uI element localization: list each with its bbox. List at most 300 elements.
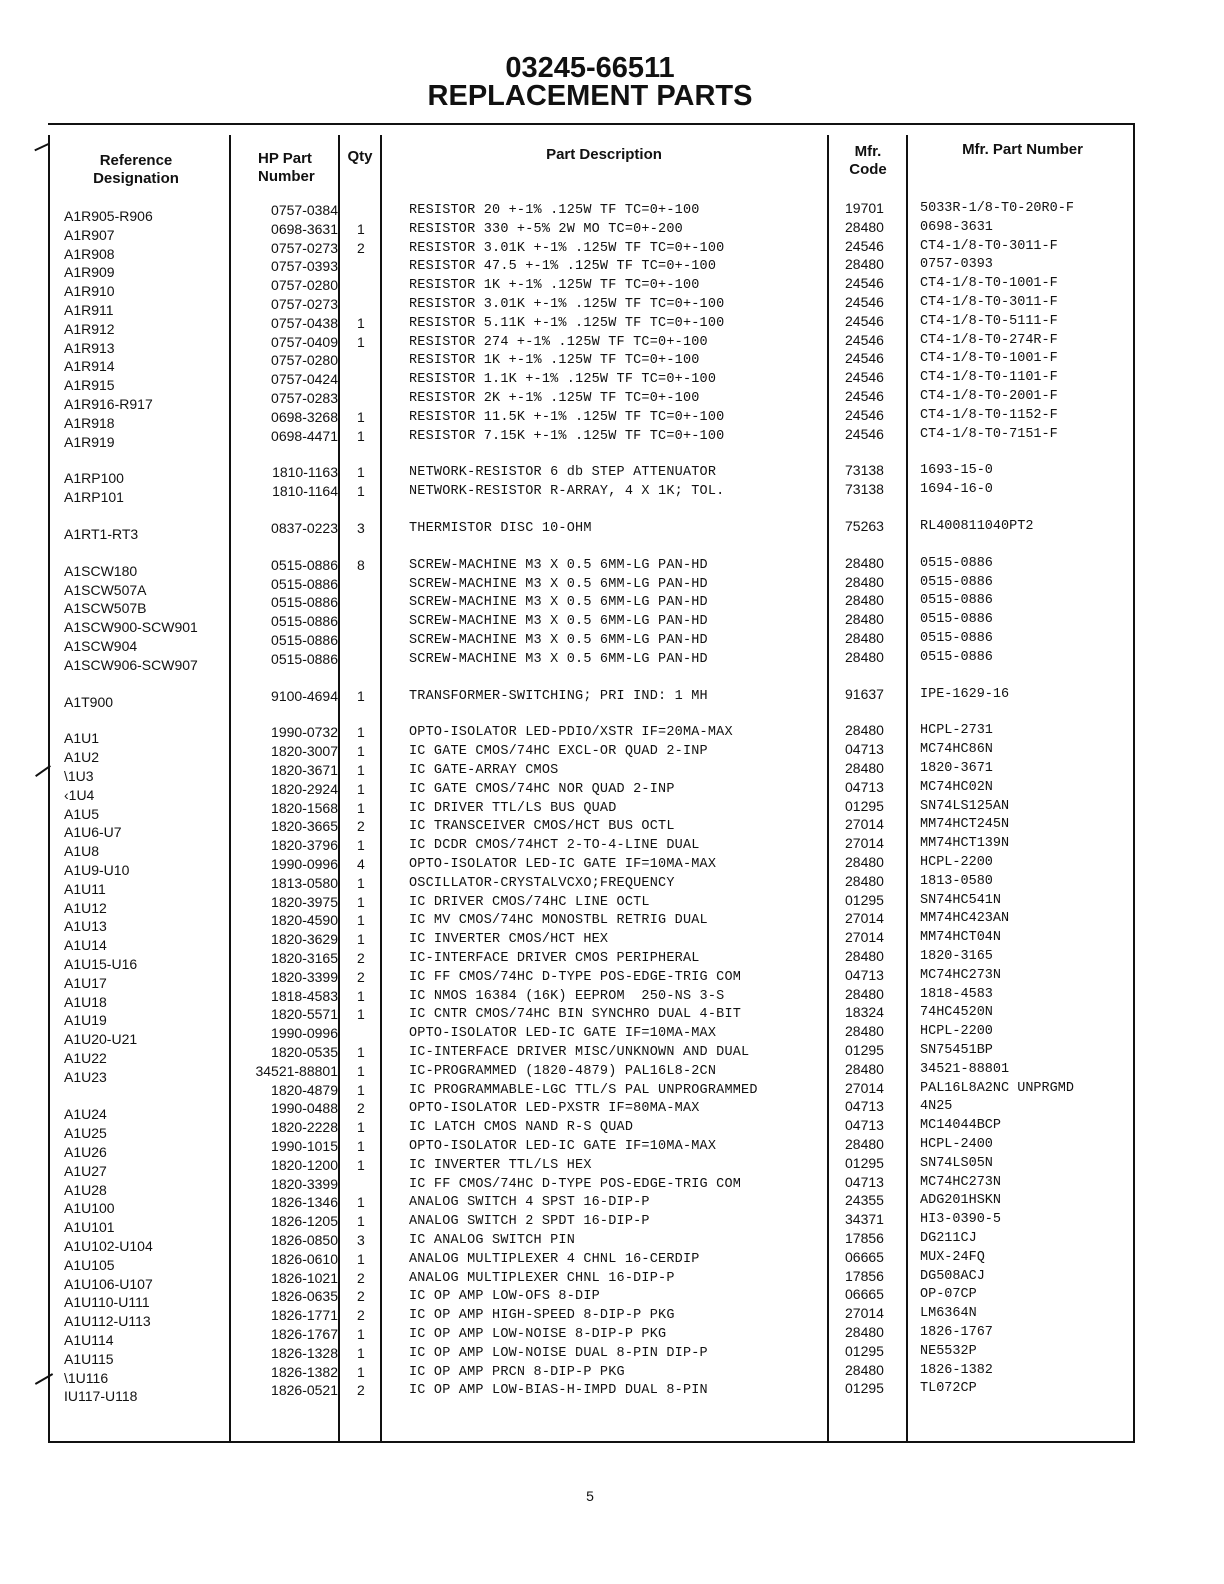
table-row: [0, 1042, 1224, 1066]
mfr-code: 04713: [845, 1174, 884, 1190]
quantity: 1: [357, 315, 365, 331]
mfr-part-number: 0515-0886: [920, 650, 993, 665]
quantity: 1: [357, 334, 365, 350]
quantity: 2: [357, 240, 365, 256]
mfr-part-number: 0515-0886: [920, 631, 993, 646]
table-row: [0, 518, 1224, 542]
reference-designation: \1U3: [64, 768, 94, 784]
reference-designation: A1U26: [64, 1144, 107, 1160]
mfr-part-number: CT4-1/8-T0-5111-F: [920, 314, 1058, 329]
hp-part-number: 1990-0732: [271, 724, 338, 740]
part-description: RESISTOR 3.01K +-1% .125W TF TC=0+-100: [409, 297, 725, 312]
quantity: 8: [357, 557, 365, 573]
reference-designation: A1U9-U10: [64, 862, 130, 878]
reference-designation: A1U102-U104: [64, 1238, 153, 1254]
mfr-part-number: MC14044BCP: [920, 1118, 1002, 1133]
mfr-code: 06665: [845, 1286, 884, 1302]
hp-part-number: 1820-3671: [271, 762, 338, 778]
part-description: IC LATCH CMOS NAND R-S QUAD: [409, 1120, 634, 1135]
hp-part-number: 0698-3268: [271, 409, 338, 425]
hp-part-number: 1826-1382: [271, 1364, 338, 1380]
quantity: 1: [357, 1157, 365, 1173]
part-description: IC-INTERFACE DRIVER MISC/UNKNOWN AND DUAL: [409, 1045, 750, 1060]
part-description: IC GATE CMOS/74HC EXCL-OR QUAD 2-INP: [409, 744, 708, 759]
hp-part-number: 1826-1021: [271, 1270, 338, 1286]
mfr-part-number: 1694-16-0: [920, 482, 993, 497]
mfr-code: 24546: [845, 407, 884, 423]
reference-designation: A1SCW507B: [64, 600, 147, 616]
mfr-part-number: MC74HC02N: [920, 780, 993, 795]
hp-part-number: 1820-3796: [271, 837, 338, 853]
part-description: SCREW-MACHINE M3 X 0.5 6MM-LG PAN-HD: [409, 652, 708, 667]
table-row: [0, 592, 1224, 616]
reference-designation: A1U11: [64, 881, 106, 897]
mfr-code: 28480: [845, 219, 884, 235]
reference-designation: A1R918: [64, 415, 115, 431]
mfr-part-number: SN74LS05N: [920, 1156, 993, 1171]
part-description: IC PROGRAMMABLE-LGC TTL/S PAL UNPROGRAMMED: [409, 1083, 758, 1098]
reference-designation: A1U23: [64, 1069, 107, 1085]
table-row: [0, 686, 1224, 710]
quantity: 1: [357, 428, 365, 444]
mfr-code: 01295: [845, 892, 884, 908]
mfr-code: 04713: [845, 1098, 884, 1114]
hp-part-number: 1990-1015: [271, 1138, 338, 1154]
mfr-code: 24546: [845, 388, 884, 404]
reference-designation: A1U13: [64, 918, 107, 934]
hp-part-number: 0757-0273: [271, 240, 338, 256]
mfr-code: 28480: [845, 948, 884, 964]
quantity: 1: [357, 221, 365, 237]
part-description: SCREW-MACHINE M3 X 0.5 6MM-LG PAN-HD: [409, 558, 708, 573]
reference-designation: A1U20-U21: [64, 1031, 138, 1047]
mfr-part-number: ADG201HSKN: [920, 1193, 1002, 1208]
header-mfr-part-number: Mfr. Part Number: [962, 141, 1083, 158]
reference-designation: A1U114: [64, 1332, 114, 1348]
reference-designation: ‹1U4: [64, 787, 95, 803]
mfr-part-number: 0757-0393: [920, 257, 993, 272]
table-row: [0, 462, 1224, 486]
part-description: NETWORK-RESISTOR R-ARRAY, 4 X 1K; TOL.: [409, 484, 725, 499]
quantity: 2: [357, 1288, 365, 1304]
part-description: RESISTOR 1K +-1% .125W TF TC=0+-100: [409, 278, 700, 293]
header-text: Code: [849, 161, 887, 178]
mfr-code: 04713: [845, 1117, 884, 1133]
reference-designation: A1U19: [64, 1012, 107, 1028]
table-row: [0, 200, 1224, 224]
table-row: [0, 967, 1224, 991]
reference-designation: A1U18: [64, 994, 107, 1010]
mfr-code: 28480: [845, 854, 884, 870]
mfr-code: 28480: [845, 986, 884, 1002]
mfr-part-number: HCPL-2200: [920, 855, 993, 870]
mfr-part-number: DG508ACJ: [920, 1269, 985, 1284]
mfr-code: 24546: [845, 238, 884, 254]
mfr-code: 28480: [845, 592, 884, 608]
quantity: 1: [357, 837, 365, 853]
hp-part-number: 1820-0535: [271, 1044, 338, 1060]
quantity: 1: [357, 875, 365, 891]
table-row: [0, 1155, 1224, 1179]
mfr-part-number: CT4-1/8-T0-1152-F: [920, 408, 1058, 423]
mfr-part-number: CT4-1/8-T0-7151-F: [920, 427, 1058, 442]
mfr-part-number: 1693-15-0: [920, 463, 993, 478]
part-description: IC MV CMOS/74HC MONOSTBL RETRIG DUAL: [409, 913, 708, 928]
hp-part-number: 1820-3165: [271, 950, 338, 966]
mfr-part-number: PAL16L8A2NC UNPRGMD: [920, 1081, 1074, 1096]
mfr-part-number: 5033R-1/8-T0-20R0-F: [920, 201, 1074, 216]
mfr-part-number: 1820-3165: [920, 949, 993, 964]
mfr-code: 27014: [845, 1080, 884, 1096]
reference-designation: A1U28: [64, 1182, 107, 1198]
reference-designation: A1U106-U107: [64, 1276, 153, 1292]
mfr-code: 27014: [845, 835, 884, 851]
quantity: 1: [357, 483, 365, 499]
quantity: 2: [357, 969, 365, 985]
reference-designation: A1U2: [64, 749, 100, 765]
quantity: 1: [357, 1345, 365, 1361]
mfr-part-number: 0515-0886: [920, 612, 993, 627]
mfr-part-number: MM74HCT139N: [920, 836, 1010, 851]
page-number: 5: [586, 1488, 594, 1504]
hp-part-number: 1820-1200: [271, 1157, 338, 1173]
mfr-code: 28480: [845, 1324, 884, 1340]
part-description: SCREW-MACHINE M3 X 0.5 6MM-LG PAN-HD: [409, 595, 708, 610]
hp-part-number: 0515-0886: [271, 576, 338, 592]
table-row: [0, 1004, 1224, 1028]
mfr-part-number: HCPL-2400: [920, 1137, 993, 1152]
quantity: 2: [357, 1270, 365, 1286]
part-description: ANALOG MULTIPLEXER CHNL 16-DIP-P: [409, 1271, 675, 1286]
document-subtitle: REPLACEMENT PARTS: [427, 80, 753, 112]
mfr-code: 28480: [845, 630, 884, 646]
hp-part-number: 9100-4694: [271, 688, 338, 704]
mfr-part-number: 1820-3671: [920, 761, 993, 776]
mfr-part-number: MC74HC273N: [920, 1175, 1002, 1190]
reference-designation: A1R909: [64, 264, 115, 280]
mfr-code: 24546: [845, 332, 884, 348]
part-description: IC-PROGRAMMED (1820-4879) PAL16L8-2CN: [409, 1064, 717, 1079]
part-description: OPTO-ISOLATOR LED-PDIO/XSTR IF=20MA-MAX: [409, 725, 733, 740]
mfr-code: 04713: [845, 741, 884, 757]
reference-designation: A1R919: [64, 434, 115, 450]
mfr-code: 01295: [845, 798, 884, 814]
hp-part-number: 0757-0280: [271, 277, 338, 293]
hp-part-number: 1820-2228: [271, 1119, 338, 1135]
quantity: 1: [357, 762, 365, 778]
hp-part-number: 0757-0273: [271, 296, 338, 312]
header-text: Reference: [99, 152, 173, 169]
mfr-part-number: CT4-1/8-T0-3011-F: [920, 239, 1058, 254]
hp-part-number: 1820-4590: [271, 912, 338, 928]
quantity: 1: [357, 1063, 365, 1079]
mfr-code: 28480: [845, 1023, 884, 1039]
hp-part-number: 1820-3007: [271, 743, 338, 759]
mfr-code: 17856: [845, 1230, 884, 1246]
mfr-part-number: 0515-0886: [920, 593, 993, 608]
mfr-part-number: 0515-0886: [920, 556, 993, 571]
part-description: IC ANALOG SWITCH PIN: [409, 1233, 576, 1248]
hp-part-number: 1820-3629: [271, 931, 338, 947]
hp-part-number: 1826-0635: [271, 1288, 338, 1304]
mfr-code: 01295: [845, 1155, 884, 1171]
part-description: THERMISTOR DISC 10-OHM: [409, 521, 592, 536]
hp-part-number: 0757-0438: [271, 315, 338, 331]
reference-designation: A1U100: [64, 1200, 115, 1216]
mfr-part-number: CT4-1/8-T0-1101-F: [920, 370, 1058, 385]
mfr-part-number: MM74HCT245N: [920, 817, 1010, 832]
table-row: [0, 779, 1224, 803]
mfr-part-number: CT4-1/8-T0-274R-F: [920, 333, 1058, 348]
table-row: [0, 1268, 1224, 1292]
table-row: [0, 555, 1224, 579]
hp-part-number: 0515-0886: [271, 557, 338, 573]
mfr-code: 34371: [845, 1211, 884, 1227]
hp-part-number: 0515-0886: [271, 613, 338, 629]
part-description: RESISTOR 5.11K +-1% .125W TF TC=0+-100: [409, 316, 725, 331]
hp-part-number: 0757-0393: [271, 258, 338, 274]
table-row: [0, 798, 1224, 822]
hp-part-number: 1813-0580: [271, 875, 338, 891]
mfr-code: 73138: [845, 481, 884, 497]
table-row: [0, 929, 1224, 953]
reference-designation: A1U17: [64, 975, 107, 991]
part-description: IC INVERTER TTL/LS HEX: [409, 1158, 592, 1173]
table-row: [0, 1174, 1224, 1198]
mfr-code: 24546: [845, 426, 884, 442]
mfr-code: 24546: [845, 313, 884, 329]
quantity: 1: [357, 912, 365, 928]
table-row: [0, 816, 1224, 840]
hp-part-number: 1990-0996: [271, 1025, 338, 1041]
part-description: IC DCDR CMOS/74HCT 2-TO-4-LINE DUAL: [409, 838, 700, 853]
mfr-code: 24546: [845, 294, 884, 310]
quantity: 1: [357, 781, 365, 797]
hp-part-number: 1820-2924: [271, 781, 338, 797]
mfr-code: 75263: [845, 518, 884, 534]
reference-designation: A1U5: [64, 806, 100, 822]
reference-designation: A1U27: [64, 1163, 107, 1179]
hp-part-number: 1820-3665: [271, 818, 338, 834]
mfr-part-number: SN74HC541N: [920, 893, 1002, 908]
table-row: [0, 835, 1224, 859]
quantity: 1: [357, 1251, 365, 1267]
table-row: [0, 1286, 1224, 1310]
table-row: [0, 910, 1224, 934]
part-description: ANALOG SWITCH 2 SPDT 16-DIP-P: [409, 1214, 650, 1229]
hp-part-number: 0757-0280: [271, 352, 338, 368]
mfr-code: 28480: [845, 873, 884, 889]
mfr-code: 73138: [845, 462, 884, 478]
mfr-part-number: TL072CP: [920, 1381, 977, 1396]
mfr-code: 27014: [845, 816, 884, 832]
mfr-code: 28480: [845, 760, 884, 776]
part-description: IC CNTR CMOS/74HC BIN SYNCHRO DUAL 4-BIT: [409, 1007, 742, 1022]
mfr-code: 01295: [845, 1343, 884, 1359]
part-description: RESISTOR 20 +-1% .125W TF TC=0+-100: [409, 203, 700, 218]
reference-designation: A1U22: [64, 1050, 107, 1066]
mfr-part-number: 1818-4583: [920, 987, 993, 1002]
reference-designation: A1R916-R917: [64, 396, 153, 412]
mfr-part-number: NE5532P: [920, 1344, 977, 1359]
mfr-part-number: HCPL-2731: [920, 723, 993, 738]
part-description: OPTO-ISOLATOR LED-IC GATE IF=10MA-MAX: [409, 1026, 717, 1041]
quantity: 1: [357, 409, 365, 425]
header-text: Number: [258, 168, 315, 185]
reference-designation: A1SCW904: [64, 638, 138, 654]
mfr-part-number: MC74HC273N: [920, 968, 1002, 983]
part-description: IC OP AMP LOW-NOISE 8-DIP-P PKG: [409, 1327, 667, 1342]
table-row: [0, 574, 1224, 598]
table-row: [0, 238, 1224, 262]
table-row: [0, 1081, 1224, 1100]
hp-part-number: 0698-3631: [271, 221, 338, 237]
part-description: IC OP AMP LOW-NOISE DUAL 8-PIN DIP-P: [409, 1346, 708, 1361]
reference-designation: A1U24: [64, 1106, 107, 1122]
reference-designation: \1U116: [64, 1370, 109, 1386]
mfr-code: 24546: [845, 350, 884, 366]
table-row: [0, 1023, 1224, 1047]
hp-part-number: 1820-3399: [271, 1176, 338, 1192]
header-mfr-code: [830, 143, 906, 179]
mfr-code: 18324: [845, 1004, 884, 1020]
reference-designation: A1R908: [64, 246, 115, 262]
part-description: IC OP AMP HIGH-SPEED 8-DIP-P PKG: [409, 1308, 675, 1323]
part-description: IC OP AMP LOW-OFS 8-DIP: [409, 1289, 600, 1304]
part-description: OSCILLATOR-CRYSTALVCXO;FREQUENCY: [409, 876, 675, 891]
part-description: IC DRIVER CMOS/74HC LINE OCTL: [409, 895, 650, 910]
mfr-code: 28480: [845, 722, 884, 738]
hp-part-number: 1820-1568: [271, 800, 338, 816]
mfr-code: 28480: [845, 555, 884, 571]
part-description: IC GATE CMOS/74HC NOR QUAD 2-INP: [409, 782, 675, 797]
reference-designation: A1SCW906-SCW907: [64, 657, 198, 673]
hp-part-number: 0757-0283: [271, 390, 338, 406]
table-row: [0, 649, 1224, 673]
quantity: 3: [357, 1232, 365, 1248]
hp-part-number: 1826-0521: [271, 1382, 338, 1398]
mfr-code: 01295: [845, 1380, 884, 1396]
table-row: [0, 426, 1224, 450]
table-row: [0, 1362, 1224, 1386]
part-description: IC-INTERFACE DRIVER CMOS PERIPHERAL: [409, 951, 700, 966]
hp-part-number: 1826-0850: [271, 1232, 338, 1248]
part-description: IC OP AMP PRCN 8-DIP-P PKG: [409, 1365, 625, 1380]
table-row: [0, 1324, 1224, 1348]
quantity: 1: [357, 688, 365, 704]
hp-part-number: 1810-1163: [272, 464, 338, 480]
part-description: OPTO-ISOLATOR LED-IC GATE IF=10MA-MAX: [409, 857, 717, 872]
table-row: [0, 948, 1224, 972]
reference-designation: A1R915: [64, 377, 115, 393]
table-row: [0, 873, 1224, 897]
reference-designation: A1U101: [64, 1219, 115, 1235]
hp-part-number: 1990-0488: [271, 1100, 338, 1116]
header-text: Mfr.: [854, 143, 882, 160]
hp-part-number: 1826-1205: [271, 1213, 338, 1229]
quantity: 1: [357, 1364, 365, 1380]
quantity: 1: [357, 894, 365, 910]
mfr-part-number: MM74HC423AN: [920, 911, 1010, 926]
hp-part-number: 0837-0223: [271, 520, 338, 536]
mfr-code: 91637: [845, 686, 884, 702]
reference-designation: A1R911: [64, 302, 114, 318]
part-description: SCREW-MACHINE M3 X 0.5 6MM-LG PAN-HD: [409, 633, 708, 648]
mfr-part-number: 4N25: [920, 1099, 953, 1114]
reference-designation: A1RP101: [64, 489, 124, 505]
table-row: [0, 1136, 1224, 1160]
part-description: IC GATE-ARRAY CMOS: [409, 763, 559, 778]
hp-part-number: 1820-3399: [271, 969, 338, 985]
quantity: 1: [357, 1082, 365, 1098]
table-row: [0, 892, 1224, 916]
reference-designation: A1RT1-RT3: [64, 526, 139, 542]
hp-part-number: 1820-4879: [271, 1082, 338, 1098]
quantity: 1: [357, 1006, 365, 1022]
mfr-code: 28480: [845, 574, 884, 590]
quantity: 1: [357, 743, 365, 759]
mfr-part-number: IPE-1629-16: [920, 687, 1010, 702]
quantity: 2: [357, 818, 365, 834]
document-title: 03245-66511: [505, 52, 675, 84]
header-qty: Qty: [347, 148, 373, 165]
mfr-code: 24546: [845, 369, 884, 385]
part-description: OPTO-ISOLATOR LED-IC GATE IF=10MA-MAX: [409, 1139, 717, 1154]
reference-designation: A1U110-U111: [64, 1294, 150, 1310]
quantity: 2: [357, 1307, 365, 1323]
part-description: IC FF CMOS/74HC D-TYPE POS-EDGE-TRIG COM: [409, 970, 742, 985]
part-description: RESISTOR 3.01K +-1% .125W TF TC=0+-100: [409, 241, 725, 256]
table-row: [0, 1249, 1224, 1273]
mfr-part-number: CT4-1/8-T0-1001-F: [920, 351, 1058, 366]
mfr-part-number: OP-07CP: [920, 1287, 977, 1302]
table-row: [0, 630, 1224, 654]
mfr-code: 24546: [845, 275, 884, 291]
table-row: [0, 611, 1224, 635]
reference-designation: A1U105: [64, 1257, 115, 1273]
reference-designation: A1R907: [64, 227, 115, 243]
mfr-code: 27014: [845, 1305, 884, 1321]
mfr-part-number: 74HC4520N: [920, 1005, 993, 1020]
part-description: ANALOG SWITCH 4 SPST 16-DIP-P: [409, 1195, 650, 1210]
part-description: IC NMOS 16384 (16K) EEPROM 250-NS 3-S: [409, 989, 725, 1004]
reference-designation: A1SCW900-SCW901: [64, 619, 198, 635]
mfr-code: 28480: [845, 611, 884, 627]
part-description: IC DRIVER TTL/LS BUS QUAD: [409, 801, 617, 816]
mfr-part-number: 0515-0886: [920, 575, 993, 590]
table-row: [0, 1211, 1224, 1235]
reference-designation: A1U6-U7: [64, 824, 122, 840]
mfr-part-number: CT4-1/8-T0-2001-F: [920, 389, 1058, 404]
reference-designation: A1U12: [64, 900, 107, 916]
reference-designation: A1U1: [64, 730, 100, 746]
header-part-description: Part Description: [546, 146, 662, 163]
part-description: RESISTOR 47.5 +-1% .125W TF TC=0+-100: [409, 259, 717, 274]
reference-designation: A1R913: [64, 340, 115, 356]
reference-designation: A1RP100: [64, 470, 124, 486]
table-row: [0, 741, 1224, 765]
mfr-part-number: SN75451BP: [920, 1043, 993, 1058]
quantity: 2: [357, 950, 365, 966]
hp-part-number: 1990-0996: [271, 856, 338, 872]
table-row: [0, 1117, 1224, 1141]
mfr-part-number: CT4-1/8-T0-1001-F: [920, 276, 1058, 291]
part-description: RESISTOR 2K +-1% .125W TF TC=0+-100: [409, 391, 700, 406]
header-reference-designation: [70, 152, 202, 188]
hp-part-number: 0515-0886: [271, 594, 338, 610]
quantity: 1: [357, 931, 365, 947]
part-description: RESISTOR 1K +-1% .125W TF TC=0+-100: [409, 353, 700, 368]
